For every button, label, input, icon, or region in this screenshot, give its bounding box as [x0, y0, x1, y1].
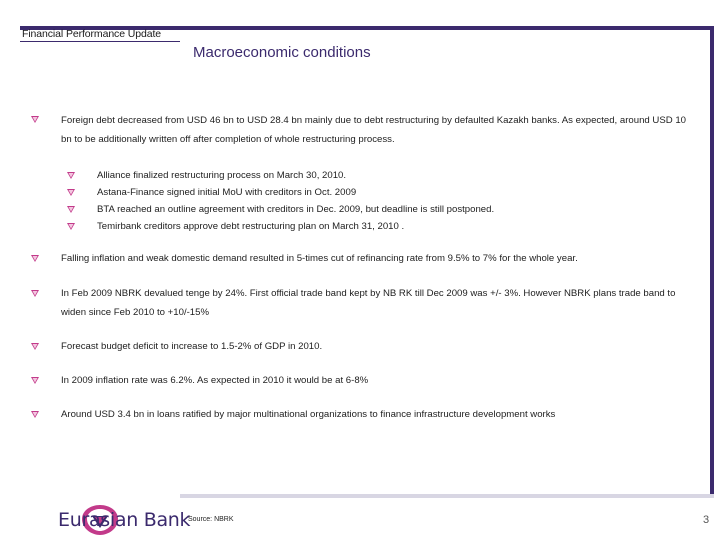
header-underline	[20, 41, 180, 42]
sub-bullet-item: Temirbank creditors approve debt restructuring plan on March 31, 2010 .	[97, 221, 405, 232]
footer-divider	[180, 494, 714, 498]
sub-bullet-item: Alliance finalized restructuring process on March 30, 2010.	[97, 170, 347, 181]
bullet-item: In Feb 2009 NBRK devalued tenge by 24%. First official trade band kept by NB RK till Dec 2009 was +/- 3%. However NBRK plans trade band to widen since Feb 2010 to +10/-15%	[61, 288, 676, 318]
bullet-item: Around USD 3.4 bn in loans ratified by major multinational organizations to finance infrastructure development works	[61, 409, 556, 420]
bullet-icon	[31, 343, 39, 350]
bullet-icon	[67, 206, 75, 213]
source-note: Source: NBRK	[188, 516, 234, 523]
page-number: 3	[703, 514, 710, 526]
bullet-item: Forecast budget deficit to increase to 1.5-2% of GDP in 2010.	[61, 341, 323, 352]
page-title: Macroeconomic conditions	[193, 44, 371, 61]
bullet-icon	[67, 223, 75, 230]
bullet-icon	[31, 290, 39, 297]
bullet-icon	[31, 255, 39, 262]
brand-name: Eurasian Bank	[58, 509, 191, 531]
bullet-icon	[67, 172, 75, 179]
section-label: Financial Performance Update	[22, 28, 162, 40]
sub-bullet-item: Astana-Finance signed initial MoU with creditors in Oct. 2009	[97, 187, 357, 198]
sub-bullet-item: BTA reached an outline agreement with creditors in Dec. 2009, but deadline is still postponed.	[97, 204, 495, 215]
bullet-item: Foreign debt decreased from USD 46 bn to USD 28.4 bn mainly due to debt restructuring by defaulted Kazakh banks. As expected, around USD 10 bn to be additionally written off after completion of whole restructuring process.	[61, 115, 687, 145]
bullet-icon	[67, 189, 75, 196]
bullet-icon	[31, 116, 39, 123]
bullet-icon	[31, 377, 39, 384]
bullet-icon	[31, 411, 39, 418]
bullet-item: In 2009 inflation rate was 6.2%. As expected in 2010 it would be at 6-8%	[61, 375, 369, 386]
bullet-item: Falling inflation and weak domestic demand resulted in 5-times cut of refinancing rate from 9.5% to 7% for the whole year.	[61, 253, 578, 264]
